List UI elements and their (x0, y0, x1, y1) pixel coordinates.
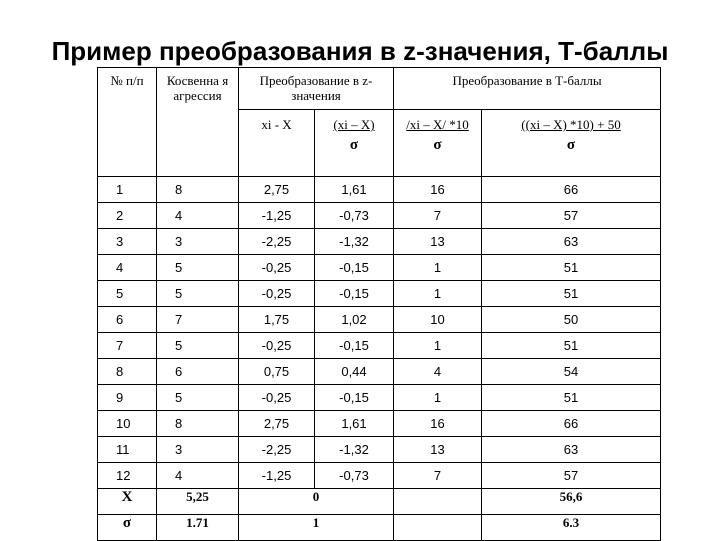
table-row (98, 307, 661, 333)
cell-aggression: 5 (157, 333, 239, 359)
cell-deviation: -1,25 (239, 463, 315, 489)
sigma-symbol: σ (349, 137, 359, 153)
cell-t-score: 66 (482, 411, 661, 437)
table-row (98, 203, 661, 229)
header-z-group: Преобразование в z-значения (239, 68, 394, 110)
summary-z: 0 (239, 489, 394, 515)
formula-t (482, 110, 661, 177)
summary-empty (394, 489, 482, 515)
cell-z-value: 0,44 (315, 359, 394, 385)
cell-deviation: 2,75 (239, 411, 315, 437)
cell-t-intermediate: 13 (394, 229, 482, 255)
cell-number: 12 (98, 463, 157, 489)
table-row (98, 333, 661, 359)
cell-number: 8 (98, 359, 157, 385)
cell-t-intermediate: 7 (394, 463, 482, 489)
table-row (98, 411, 661, 437)
cell-deviation: -0,25 (239, 333, 315, 359)
sigma-symbol: σ (433, 137, 442, 153)
summary-t: 6.3 (482, 515, 661, 541)
cell-z-value: -0,73 (315, 463, 394, 489)
summary-t: 56,6 (482, 489, 661, 515)
cell-aggression: 8 (157, 411, 239, 437)
sigma-symbol: σ (566, 137, 576, 153)
table-row (98, 229, 661, 255)
cell-t-intermediate: 4 (394, 359, 482, 385)
cell-t-score: 66 (482, 177, 661, 203)
cell-deviation: -2,25 (239, 437, 315, 463)
cell-t-intermediate: 16 (394, 177, 482, 203)
cell-deviation: -1,25 (239, 203, 315, 229)
cell-aggression: 4 (157, 463, 239, 489)
table-row (98, 437, 661, 463)
cell-z-value: -0,73 (315, 203, 394, 229)
cell-z-value: -0,15 (315, 281, 394, 307)
cell-t-intermediate: 1 (394, 281, 482, 307)
cell-aggression: 3 (157, 229, 239, 255)
cell-z-value: -0,15 (315, 385, 394, 411)
cell-t-score: 50 (482, 307, 661, 333)
formula-t-abs-numerator: /xi – X/ *10 (406, 117, 469, 132)
summary-aggression: 5,25 (157, 489, 239, 515)
cell-t-score: 54 (482, 359, 661, 385)
cell-t-intermediate: 13 (394, 437, 482, 463)
cell-t-intermediate: 7 (394, 203, 482, 229)
formula-t-abs (394, 110, 482, 177)
cell-aggression: 6 (157, 359, 239, 385)
summary-row (98, 515, 661, 541)
cell-deviation: -0,25 (239, 281, 315, 307)
formula-deviation (239, 110, 315, 177)
cell-t-score: 51 (482, 333, 661, 359)
cell-z-value: -0,15 (315, 255, 394, 281)
formula-z-numerator: (xi – X) (333, 117, 375, 132)
cell-number: 6 (98, 307, 157, 333)
header-num: № п/п (98, 68, 157, 177)
cell-t-intermediate: 1 (394, 255, 482, 281)
cell-deviation: -0,25 (239, 385, 315, 411)
cell-deviation: 0,75 (239, 359, 315, 385)
cell-aggression: 7 (157, 307, 239, 333)
cell-aggression: 8 (157, 177, 239, 203)
cell-aggression: 5 (157, 281, 239, 307)
cell-z-value: -1,32 (315, 437, 394, 463)
cell-z-value: 1,02 (315, 307, 394, 333)
cell-aggression: 4 (157, 203, 239, 229)
cell-t-score: 51 (482, 281, 661, 307)
formula-z (315, 110, 394, 177)
cell-t-intermediate: 16 (394, 411, 482, 437)
header-t-group: Преобразование в Т-баллы (394, 68, 661, 110)
formula-deviation-text: xi - X (261, 117, 292, 132)
table-row (98, 177, 661, 203)
cell-t-score: 51 (482, 385, 661, 411)
cell-t-score: 63 (482, 229, 661, 255)
summary-label: σ (98, 515, 157, 541)
summary-empty (394, 515, 482, 541)
cell-z-value: -1,32 (315, 229, 394, 255)
cell-t-intermediate: 1 (394, 333, 482, 359)
cell-z-value: 1,61 (315, 177, 394, 203)
cell-number: 11 (98, 437, 157, 463)
cell-number: 5 (98, 281, 157, 307)
cell-number: 10 (98, 411, 157, 437)
data-table (97, 67, 661, 541)
cell-t-intermediate: 1 (394, 385, 482, 411)
page-title: Пример преобразования в z-значения, Т-баллы (51, 36, 669, 66)
summary-row (98, 489, 661, 515)
table-row (98, 463, 661, 489)
table-row (98, 255, 661, 281)
cell-aggression: 5 (157, 255, 239, 281)
table-row (98, 281, 661, 307)
table-row (98, 385, 661, 411)
cell-deviation: 1,75 (239, 307, 315, 333)
summary-aggression: 1.71 (157, 515, 239, 541)
cell-t-score: 57 (482, 463, 661, 489)
cell-z-value: -0,15 (315, 333, 394, 359)
cell-number: 1 (98, 177, 157, 203)
cell-t-score: 57 (482, 203, 661, 229)
cell-deviation: -0,25 (239, 255, 315, 281)
summary-z: 1 (239, 515, 394, 541)
cell-number: 3 (98, 229, 157, 255)
header-row (98, 68, 661, 110)
cell-number: 2 (98, 203, 157, 229)
cell-z-value: 1,61 (315, 411, 394, 437)
formula-t-numerator: ((xi – X) *10) + 50 (521, 117, 621, 132)
header-aggression: Косвенна я агрессия (157, 68, 239, 177)
cell-number: 9 (98, 385, 157, 411)
table-row (98, 359, 661, 385)
cell-t-score: 63 (482, 437, 661, 463)
cell-number: 4 (98, 255, 157, 281)
cell-deviation: -2,25 (239, 229, 315, 255)
cell-number: 7 (98, 333, 157, 359)
cell-aggression: 3 (157, 437, 239, 463)
cell-t-intermediate: 10 (394, 307, 482, 333)
cell-deviation: 2,75 (239, 177, 315, 203)
cell-aggression: 5 (157, 385, 239, 411)
cell-t-score: 51 (482, 255, 661, 281)
summary-label: X (98, 489, 157, 515)
